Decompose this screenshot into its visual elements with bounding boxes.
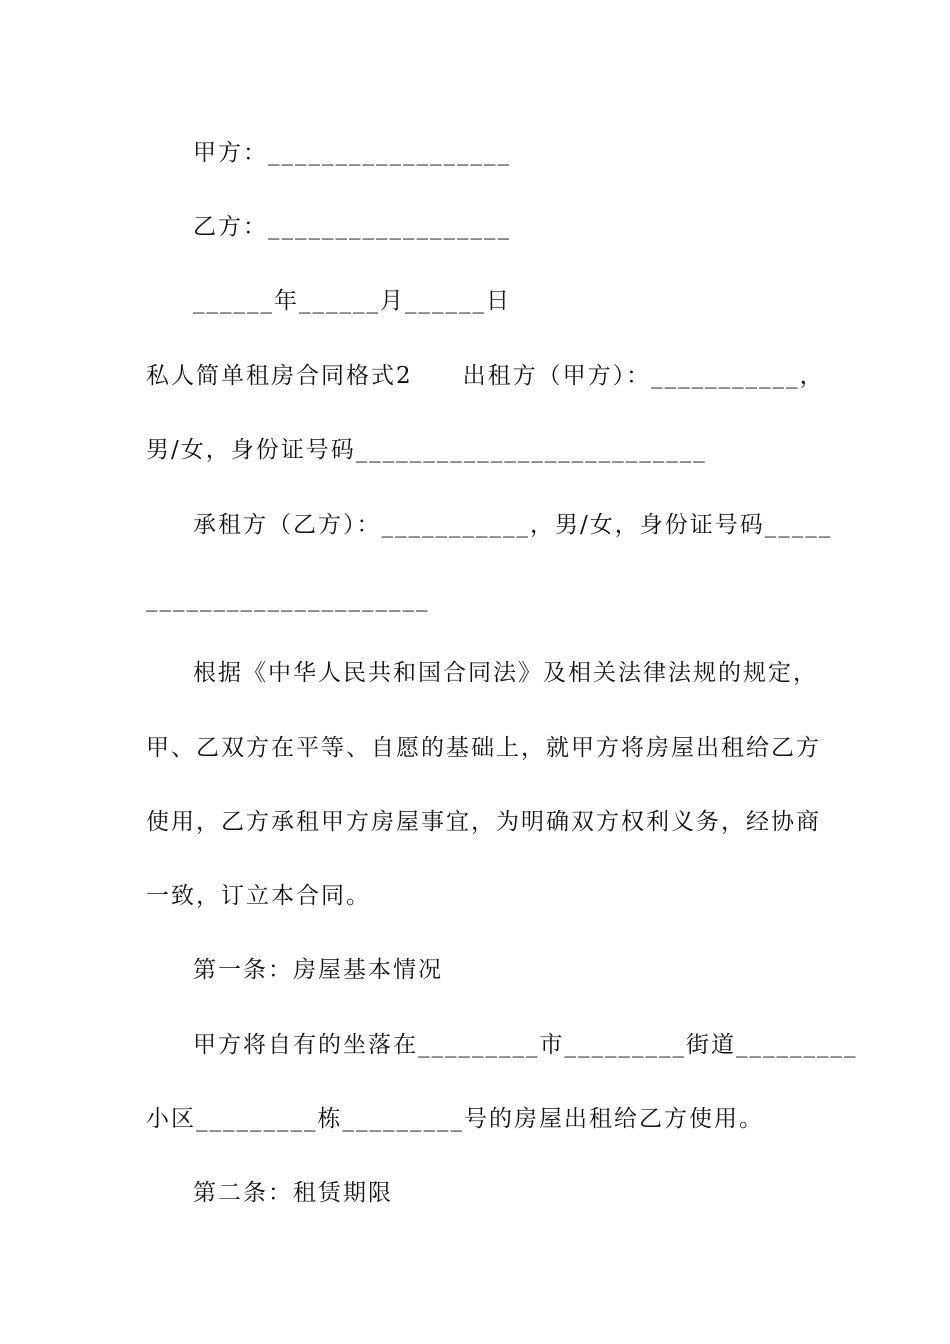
date-line: ______年______月______日 [193, 288, 511, 314]
party-b-line: 乙方：__________________ [193, 214, 511, 240]
article-2-heading: 第二条：租赁期限 [193, 1180, 393, 1206]
article-1-heading: 第一条：房屋基本情况 [193, 957, 443, 983]
lessor-id-line: 男/女，身份证号码__________________________ [146, 437, 707, 463]
preamble-line-1: 根据《中华人民共和国合同法》及相关法律法规的规定， [193, 660, 818, 686]
article-1-line-2: 小区_________栋_________号的房屋出租给乙方使用。 [146, 1106, 764, 1132]
party-a-line: 甲方：__________________ [193, 140, 511, 166]
article-1-line-1: 甲方将自有的坐落在_________市_________街道_________ [193, 1032, 858, 1058]
preamble-line-2: 甲、乙双方在平等、自愿的基础上，就甲方将房屋出租给乙方 [146, 735, 821, 761]
lessee-id-continuation: _____________________ [146, 586, 430, 612]
preamble-line-4: 一致，订立本合同。 [146, 883, 371, 909]
preamble-line-3: 使用，乙方承租甲方房屋事宜，为明确双方权利义务，经协商 [146, 809, 821, 835]
contract-title-lessor-line: 私人简单租房合同格式2 出租方（甲方）：___________， [146, 363, 825, 389]
lessee-line: 承租方（乙方）：___________，男/女，身份证号码_____ [193, 512, 833, 538]
